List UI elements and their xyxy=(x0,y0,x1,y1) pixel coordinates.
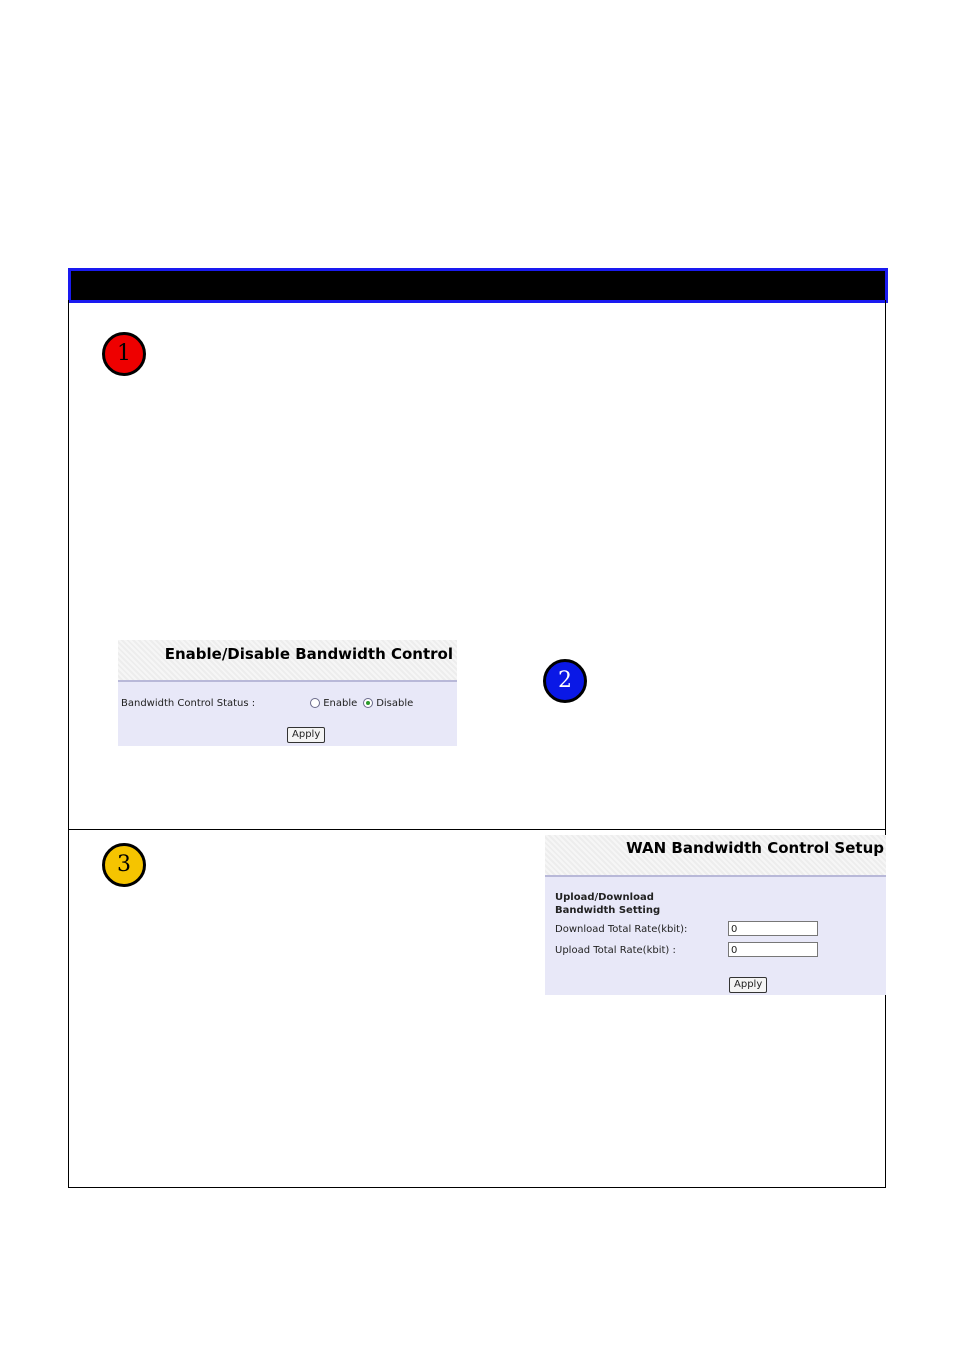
panel-header xyxy=(545,835,886,877)
disable-radio[interactable] xyxy=(363,698,373,708)
section-heading-line1: Upload/Download xyxy=(555,892,654,903)
upload-rate-value: 0 xyxy=(731,945,738,956)
bandwidth-status-label: Bandwidth Control Status : xyxy=(121,698,256,709)
step-number: 1 xyxy=(117,341,131,366)
upload-rate-label: Upload Total Rate(kbit) : xyxy=(555,945,676,956)
download-rate-value: 0 xyxy=(731,924,738,935)
disable-label: Disable xyxy=(376,698,414,709)
panel-header xyxy=(118,640,457,682)
enable-option[interactable] xyxy=(310,698,357,709)
step-number: 3 xyxy=(117,852,131,877)
enable-label: Enable xyxy=(323,698,358,709)
download-rate-input[interactable] xyxy=(728,921,818,936)
step-2-badge xyxy=(543,659,587,703)
step-number: 2 xyxy=(558,668,572,693)
download-rate-label: Download Total Rate(kbit): xyxy=(555,924,688,935)
section-heading-line2: Bandwidth Setting xyxy=(555,905,661,916)
panel-title: WAN Bandwidth Control Setup xyxy=(626,839,884,857)
apply-button[interactable]: Apply xyxy=(729,977,767,993)
wan-bandwidth-panel xyxy=(545,835,886,995)
apply-button[interactable]: Apply xyxy=(287,727,325,743)
disable-option[interactable] xyxy=(363,698,413,709)
panel-title: Enable/Disable Bandwidth Control xyxy=(164,645,453,663)
bandwidth-control-panel xyxy=(118,640,457,746)
step-3-badge xyxy=(102,843,146,887)
enable-radio[interactable] xyxy=(310,698,320,708)
step-1-badge xyxy=(102,332,146,376)
upload-rate-input[interactable] xyxy=(728,942,818,957)
section-header-bar xyxy=(68,268,888,303)
section-divider xyxy=(69,829,886,830)
